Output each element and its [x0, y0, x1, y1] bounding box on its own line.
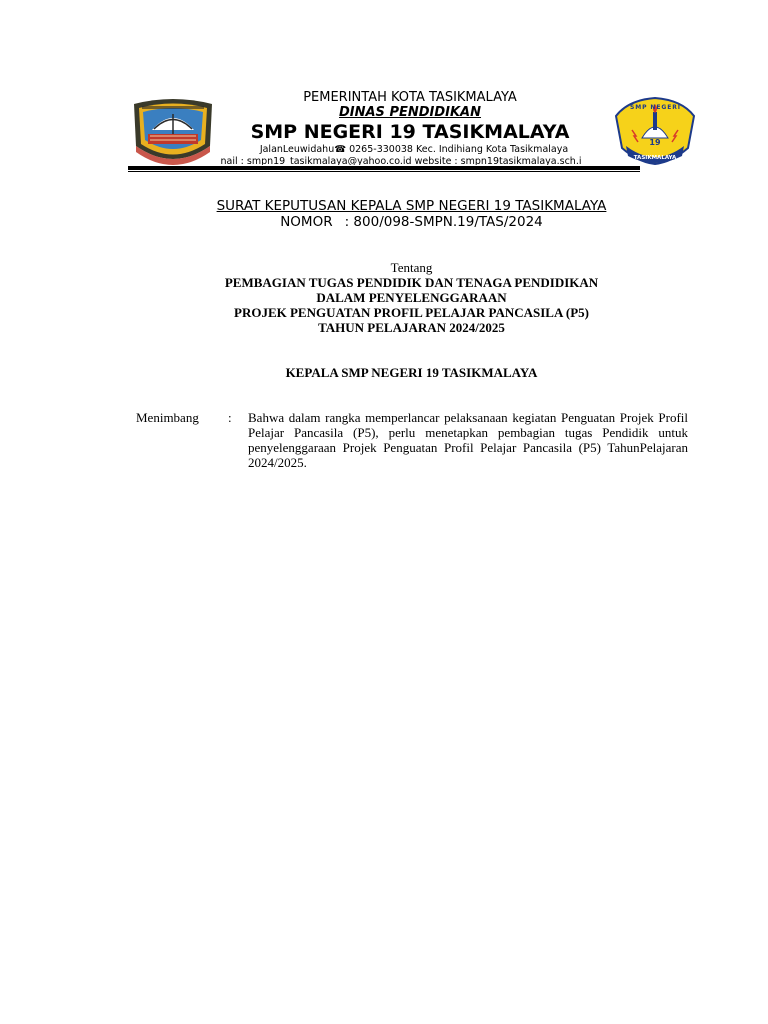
- decree-subject: [130, 275, 693, 335]
- considering-text: Bahwa dalam rangka memperlancar pelaksanaan kegiatan Penguatan Projek Profil Pelajar Pancasila (P5), perlu menetapkan pembagian tugas Pendidik untuk penyelenggaraan Projek Penguatan Profil Pelajar Pancasila (P5) TahunPelajaran 2024/2025.: [248, 410, 688, 470]
- emblem-number: 19: [649, 138, 661, 147]
- decree-number: [130, 214, 693, 230]
- emblem-top-text: SMP NEGERI: [630, 104, 680, 111]
- letterhead-rule: [128, 166, 640, 170]
- considering-colon: :: [228, 410, 232, 425]
- school-address: [200, 144, 620, 156]
- phone-icon: ☎: [334, 144, 347, 155]
- department-name: DINAS PENDIDIKAN: [338, 105, 482, 120]
- school-contact: nail : smpn19_tasikmalaya@yahoo.co.id website : smpn19tasikmalaya.sch.i: [220, 156, 582, 165]
- emblem-bottom-text: TASIKMALAYA: [633, 155, 677, 161]
- letterhead: [200, 90, 620, 165]
- decree-number-value: : 800/098-SMPN.19/TAS/2024: [344, 214, 543, 230]
- official-title: KEPALA SMP NEGERI 19 TASIKMALAYA: [285, 365, 538, 380]
- subject-line: PEMBAGIAN TUGAS PENDIDIK DAN TENAGA PENDIDIKAN: [224, 275, 599, 290]
- decree-title: SURAT KEPUTUSAN KEPALA SMP NEGERI 19 TASIKMALAYA: [216, 198, 607, 214]
- address-district: Kec. Indihiang Kota Tasikmalaya: [416, 144, 569, 155]
- subject-line: DALAM PENYELENGGARAAN: [316, 290, 507, 305]
- letterhead-rule-thin: [128, 171, 640, 172]
- school-name: SMP NEGERI 19 TASIKMALAYA: [250, 121, 570, 143]
- address-phone: 0265-330038: [349, 144, 413, 155]
- address-street: JalanLeuwidahu: [259, 144, 335, 155]
- decree-number-label: NOMOR: [280, 214, 333, 230]
- subject-line: TAHUN PELAJARAN 2024/2025: [318, 320, 505, 335]
- about-label: Tentang: [390, 260, 433, 275]
- considering-label: Menimbang: [136, 410, 199, 425]
- subject-line: PROJEK PENGUATAN PROFIL PELAJAR PANCASILA (P5): [234, 305, 589, 320]
- school-emblem-logo: [612, 96, 698, 166]
- government-name: PEMERINTAH KOTA TASIKMALAYA: [303, 90, 517, 105]
